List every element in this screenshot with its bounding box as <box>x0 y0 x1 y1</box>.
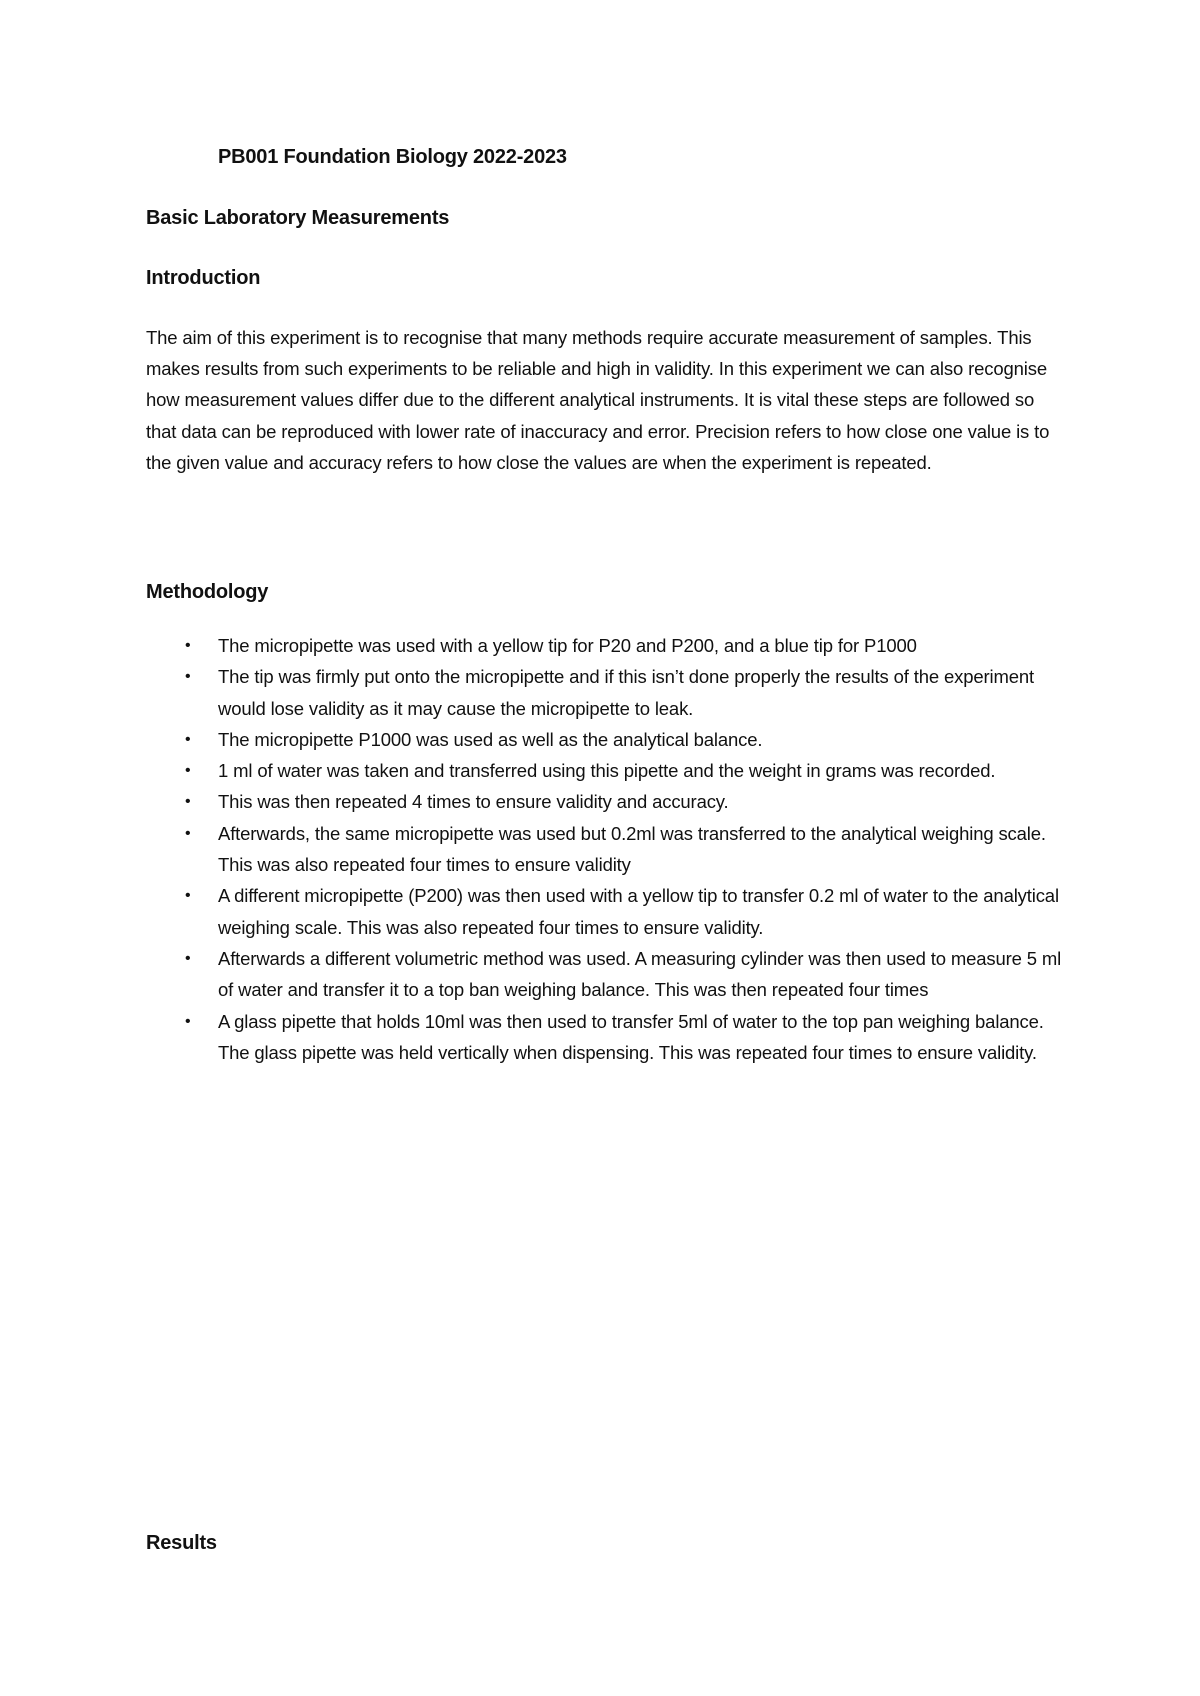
list-item-text: The micropipette P1000 was used as well as the analytical balance. <box>218 728 763 750</box>
list-item-text: Afterwards a different volumetric method was used. A measuring cylinder was then used to measure 5 ml of water and transfer it to a top ban weighing balance. This was then repeated four times <box>218 947 1062 1001</box>
list-item-text: 1 ml of water was taken and transferred using this pipette and the weight in grams was recorded. <box>218 760 996 782</box>
bullet-icon: • <box>185 793 191 811</box>
list-item-text: A glass pipette that holds 10ml was then used to transfer 5ml of water to the top pan weighing balance. The glass pipette was held vertically when dispensing. This was repeated four times to ensure validity. <box>218 1010 1044 1063</box>
bullet-icon: • <box>185 668 191 686</box>
list-item <box>146 724 1066 755</box>
list-item <box>146 755 1066 786</box>
course-title: PB001 Foundation Biology 2022-2023 <box>218 146 567 168</box>
bullet-icon: • <box>185 949 191 967</box>
bullet-icon: • <box>185 637 191 654</box>
list-item-text: The tip was firmly put onto the micropipette and if this isn’t done properly the results of the experiment would lose validity as it may cause the micropipette to leak. <box>218 666 1034 719</box>
bullet-icon: • <box>185 1012 191 1030</box>
methodology-heading: Methodology <box>146 581 269 603</box>
list-item-text: Afterwards, the same micropipette was used but 0.2ml was transferred to the analytical weighing scale. This was also repeated four times to ensure validity <box>218 822 1046 876</box>
bullet-icon: • <box>185 730 191 748</box>
introduction-heading: Introduction <box>146 267 261 289</box>
methodology-list <box>146 630 1066 1068</box>
bullet-icon: • <box>185 887 191 905</box>
list-item <box>146 786 1066 817</box>
list-item-text: The micropipette was used with a yellow tip for P20 and P200, and a blue tip for P1000 <box>218 635 917 656</box>
list-item-text: This was then repeated 4 times to ensure validity and accuracy. <box>218 791 729 813</box>
list-item <box>146 880 1066 943</box>
document-subtitle: Basic Laboratory Measurements <box>146 207 450 229</box>
list-item <box>146 943 1066 1006</box>
introduction-paragraph: The aim of this experiment is to recognise that many methods require accurate measurement of samples. This makes results from such experiments to be reliable and high in validity. In this experiment we can also recognise how measurement values differ due to the different analytical instruments. It is vital these steps are followed so that data can be reproduced with lower rate of inaccuracy and error. Precision refers to how close one value is to the given value and accuracy refers to how close the values are when the experiment is repeated. <box>146 327 1050 473</box>
bullet-icon: • <box>185 762 191 780</box>
list-item <box>146 661 1066 724</box>
bullet-icon: • <box>185 824 191 842</box>
results-heading: Results <box>146 1532 217 1554</box>
list-item <box>146 818 1066 881</box>
list-item <box>146 630 1066 661</box>
list-item <box>146 1006 1066 1069</box>
list-item-text: A different micropipette (P200) was then used with a yellow tip to transfer 0.2 ml of water to the analytical weighing scale. This was also repeated four times to ensure validity. <box>218 885 1059 938</box>
